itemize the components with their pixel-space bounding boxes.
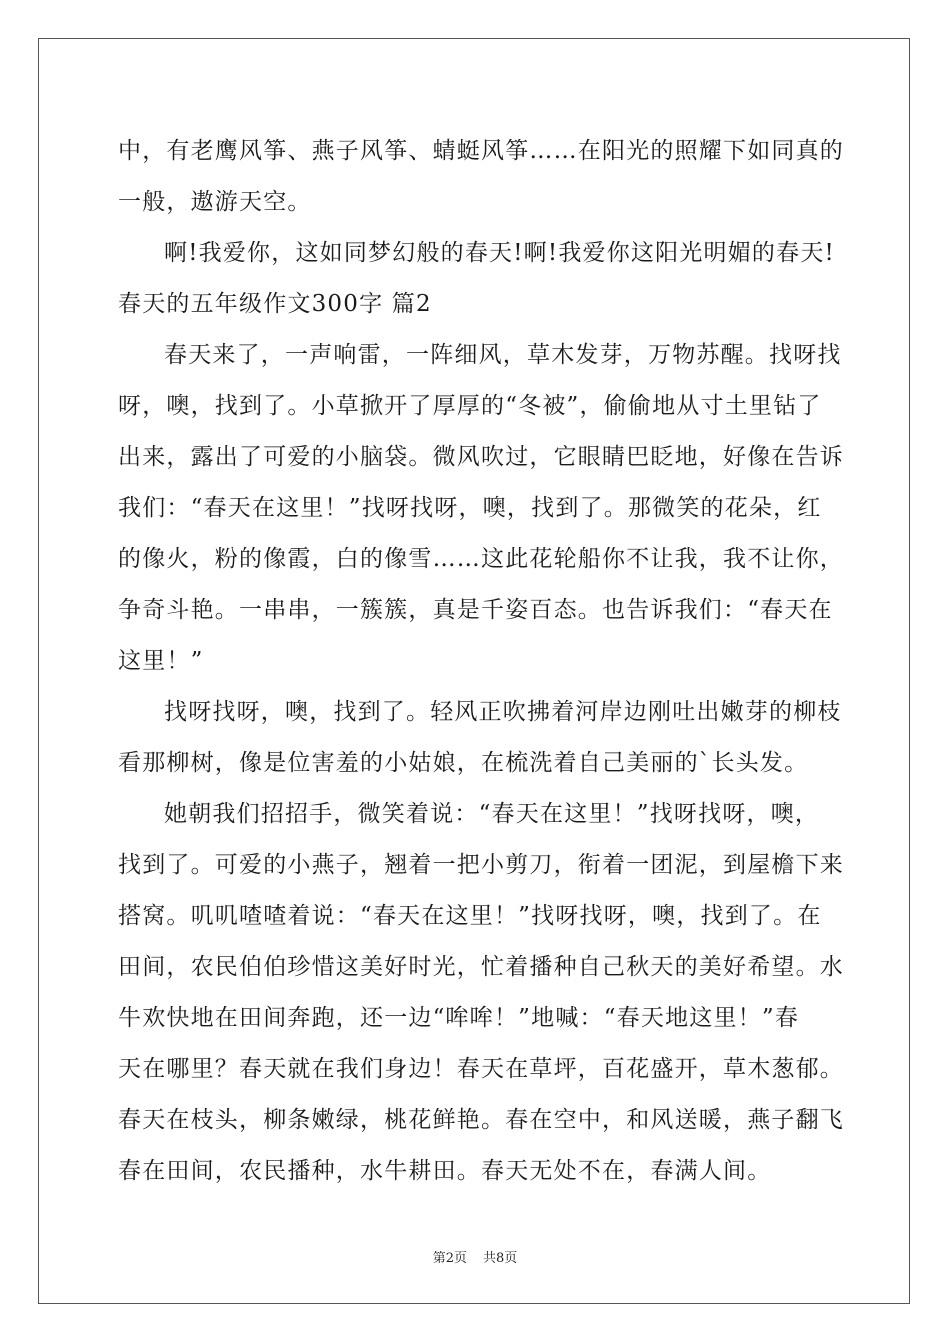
text-line: 田间，农民伯伯珍惜这美好时光，忙着播种自己秋天的美好希望。水 — [118, 954, 844, 980]
text-line: 春在田间，农民播种，水牛耕田。春天无处不在，春满人间。 — [118, 1158, 772, 1184]
text-line: 搭窝。叽叽喳喳着说：“春天在这里！”找呀找呀，噢，找到了。在 — [118, 903, 822, 929]
page-total: 共8页 — [483, 1251, 518, 1266]
text-line: 啊!我爱你，这如同梦幻般的春天!啊!我爱你这阳光明媚的春天! — [164, 240, 835, 266]
section-heading: 春天的五年级作文300字 篇2 — [118, 291, 432, 317]
text-line: 我们：“春天在这里！”找呀找呀，噢，找到了。那微笑的花朵，红 — [118, 495, 822, 521]
text-line: 这里！” — [118, 648, 204, 674]
text-line: 牛欢快地在田间奔跑，还一边“哞哞！”地喊：“春天地这里！”春 — [118, 1005, 800, 1031]
text-line: 争奇斗艳。一串串，一簇簇，真是千姿百态。也告诉我们：“春天在 — [118, 597, 833, 623]
text-line: 春天在枝头，柳条嫩绿，桃花鲜艳。春在空中，和风送暖，燕子翻飞 — [118, 1107, 844, 1133]
text-line: 呀，噢，找到了。小草掀开了厚厚的“冬被”，偷偷地从寸土里钻了 — [118, 393, 822, 419]
text-line: 春天来了，一声响雷，一阵细风，草木发芽，万物苏醒。找呀找 — [164, 342, 842, 368]
page-footer — [0, 1247, 950, 1266]
text-line: 出来，露出了可爱的小脑袋。微风吹过，它眼睛巴眨地，好像在告诉 — [118, 444, 844, 470]
page-number: 第2页 — [432, 1251, 467, 1266]
text-line: 看那柳树，像是位害羞的小姑娘，在梳洗着自己美丽的`长头发。 — [118, 750, 809, 776]
text-line: 一般，遨游天空。 — [118, 189, 312, 215]
text-line: 中，有老鹰风筝、燕子风筝、蜻蜓风筝……在阳光的照耀下如同真的 — [118, 138, 844, 164]
text-line: 找到了。可爱的小燕子，翘着一把小剪刀，衔着一团泥，到屋檐下来 — [118, 852, 844, 878]
text-line: 找呀找呀，噢，找到了。轻风正吹拂着河岸边刚吐出嫩芽的柳枝 — [164, 699, 842, 725]
text-line: 她朝我们招招手，微笑着说：“春天在这里！”找呀找呀，噢， — [164, 801, 820, 827]
text-line: 天在哪里？春天就在我们身边！春天在草坪，百花盛开，草木葱郁。 — [118, 1056, 844, 1082]
text-line: 的像火，粉的像霞，白的像雪……这此花轮船你不让我，我不让你， — [118, 546, 844, 572]
document-body — [118, 126, 844, 1197]
